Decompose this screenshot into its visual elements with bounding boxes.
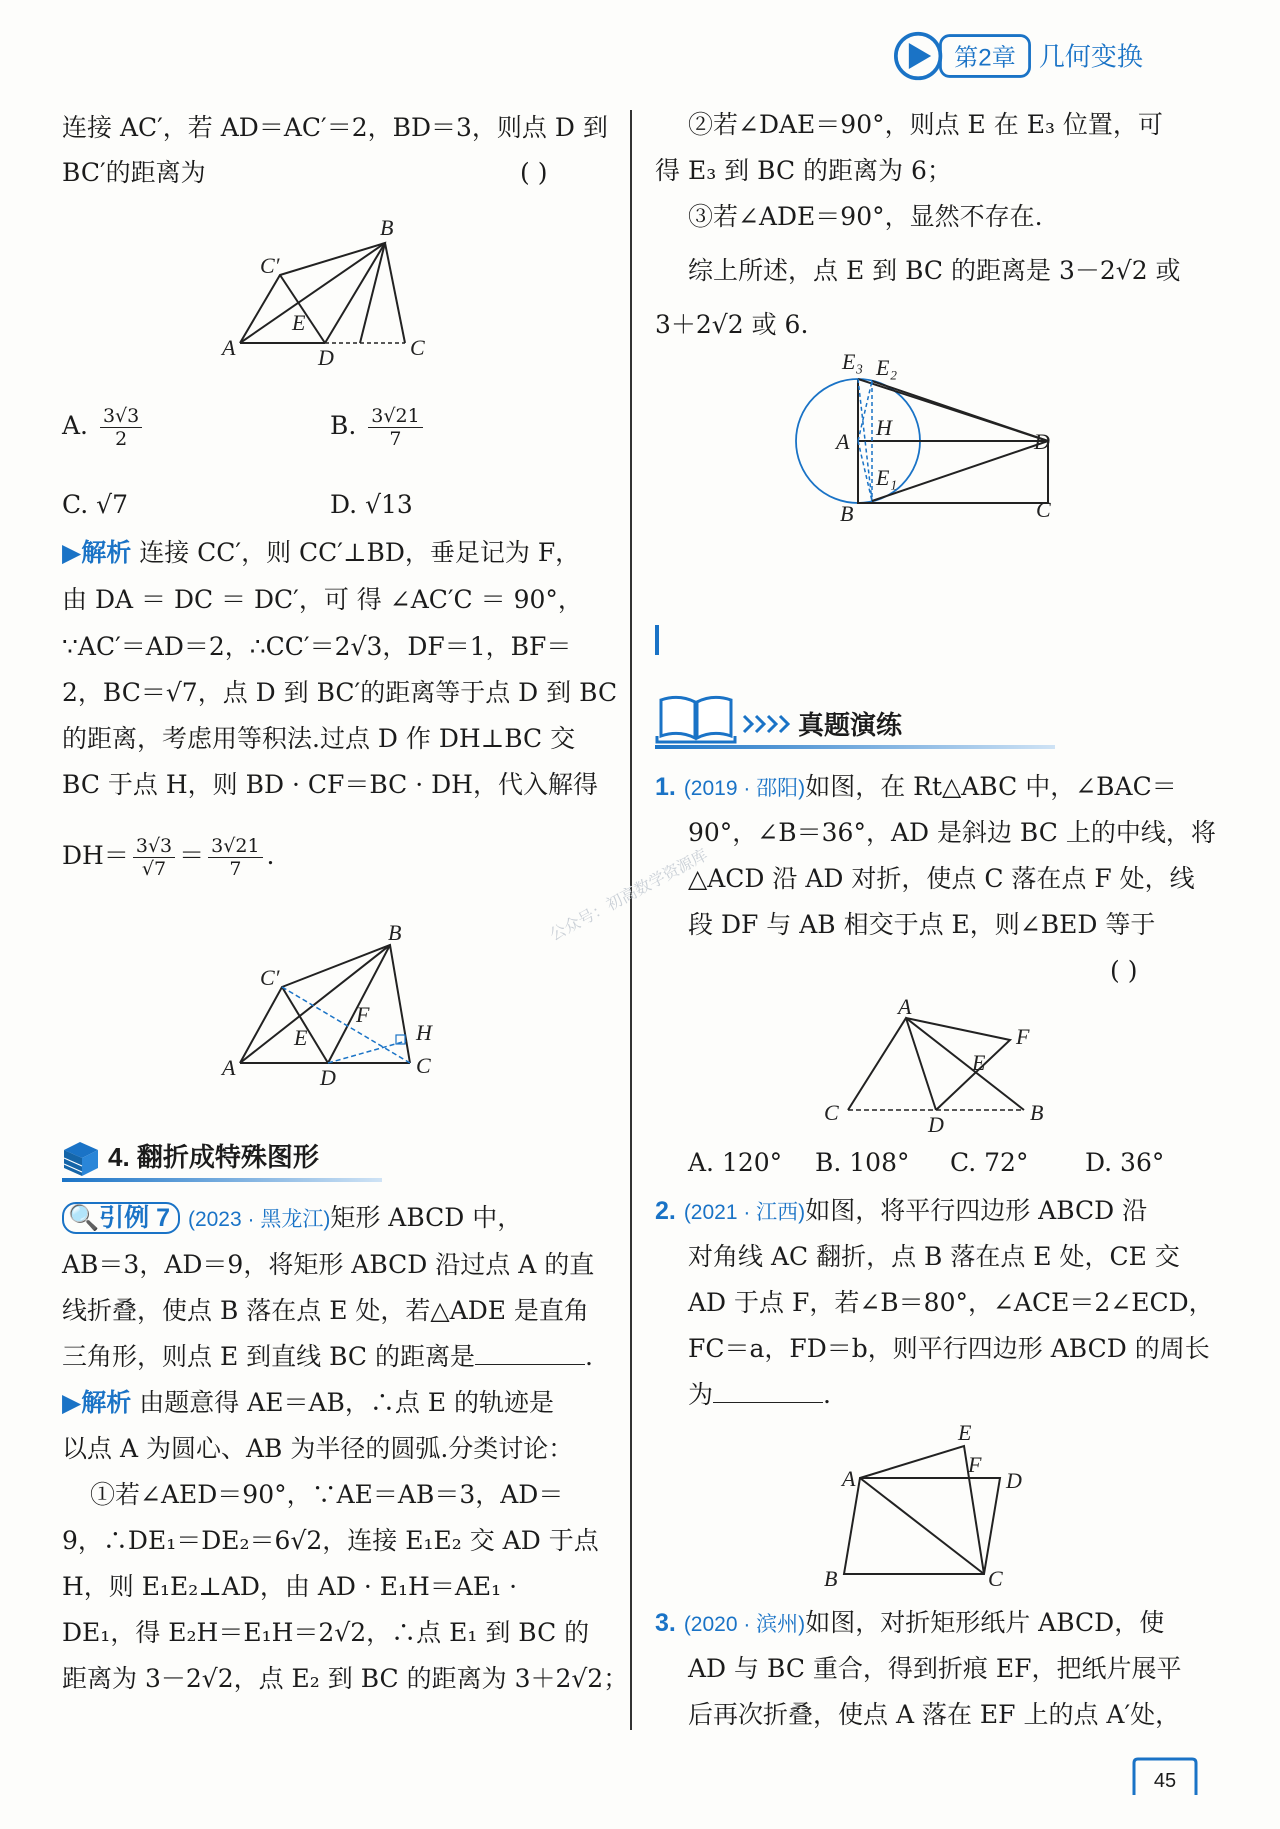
section-underline	[655, 745, 1055, 749]
svg-text:H: H	[416, 1020, 432, 1045]
book-icon	[655, 692, 737, 744]
analysis-line: 9，∴DE₁＝DE₂＝6√2，连接 E₁E₂ 交 AD 于点	[62, 1526, 599, 1555]
section-heading: 4. 翻折成特殊图形	[108, 1142, 319, 1172]
option-d[interactable]: D. √13	[330, 490, 413, 519]
section-heading: 真题演练	[798, 710, 903, 740]
option-c[interactable]: C. 72°	[950, 1148, 1029, 1177]
answer-blank	[713, 1380, 823, 1403]
svg-text:D: D	[318, 345, 334, 370]
analysis-line: BC 于点 H，则 BD · CF＝BC · DH，代入解得	[62, 770, 598, 799]
question-line: 段 DF 与 AB 相交于点 E，则∠BED 等于	[688, 910, 1156, 939]
svg-text:C: C	[1036, 497, 1051, 522]
svg-text:C′: C′	[260, 253, 280, 278]
analysis-line: H，则 E₁E₂⊥AD，由 AD · E₁H＝AE₁ ·	[62, 1572, 518, 1601]
option-b[interactable]: B. 108°	[815, 1148, 910, 1177]
svg-text:A: A	[836, 429, 850, 454]
answer-paren: ( )	[520, 158, 548, 187]
svg-text:E₁: E₁	[876, 465, 898, 490]
analysis-line: ③若∠ADE＝90°，显然不存在.	[688, 202, 1043, 231]
svg-text:D: D	[1006, 1468, 1022, 1493]
chapter-badge	[880, 30, 1220, 82]
svg-text:C: C	[988, 1566, 1003, 1591]
svg-text:C′: C′	[260, 965, 280, 990]
play-icon: ▶	[62, 539, 82, 567]
answer-blank	[475, 1342, 585, 1365]
figure-4	[820, 998, 1060, 1138]
question-line: AD 于点 F，若∠B＝80°，∠ACE＝2∠ECD，	[688, 1288, 1214, 1317]
figure-1	[220, 215, 450, 370]
svg-text:B: B	[840, 501, 854, 525]
example-line: AB＝3，AD＝9，将矩形 ABCD 沿过点 A 的直	[62, 1250, 595, 1279]
svg-text:E: E	[972, 1050, 986, 1075]
question-1: 1. (2019 · 邵阳)如图，在 Rt△ABC 中，∠BAC＝	[655, 772, 1177, 801]
analysis-line: ∵AC′＝AD＝2，∴CC′＝2√3，DF＝1，BF＝	[62, 632, 572, 661]
svg-text:D: D	[320, 1065, 336, 1090]
accent-bar	[655, 625, 659, 655]
chapter-number: 第2章	[954, 44, 1016, 72]
analysis-tag: ▶解析	[62, 539, 132, 567]
question-line: AD 与 BC 重合，得到折痕 EF，把纸片展平	[688, 1654, 1182, 1683]
question-line: 90°，∠B＝36°，AD 是斜边 BC 上的中线，将	[688, 818, 1216, 847]
analysis-line: ②若∠DAE＝90°，则点 E 在 E₃ 位置，可	[688, 110, 1163, 139]
analysis-line: 2，BC＝√7，点 D 到 BC′的距离等于点 D 到 BC	[62, 678, 618, 707]
option-c[interactable]: C. √7	[62, 490, 128, 519]
svg-text:C: C	[410, 335, 425, 360]
example-line: 线折叠，使点 B 落在点 E 处，若△ADE 是直角	[62, 1296, 589, 1325]
option-d[interactable]: D. 36°	[1085, 1148, 1165, 1177]
question-line: FC＝a，FD＝b，则平行四边形 ABCD 的周长	[688, 1334, 1210, 1363]
svg-text:C: C	[824, 1100, 839, 1125]
svg-text:C: C	[416, 1053, 431, 1078]
figure-5	[820, 1422, 1050, 1592]
svg-text:F: F	[968, 1452, 982, 1477]
svg-text:E₃: E₃	[842, 349, 864, 374]
section-underline	[62, 1178, 382, 1182]
play-icon: ▶	[62, 1389, 82, 1417]
question-3: 3. (2020 · 滨州)如图，对折矩形纸片 ABCD，使	[655, 1608, 1165, 1637]
page-number: 45	[1153, 1770, 1177, 1792]
analysis-line: DE₁，得 E₂H＝E₁H＝2√2，∴点 E₁ 到 BC 的	[62, 1618, 590, 1647]
figure-3	[780, 345, 1060, 525]
analysis-line: 距离为 3－2√2，点 E₂ 到 BC 的距离为 3＋2√2；	[62, 1664, 629, 1693]
analysis-line: ▶解析 连接 CC′，则 CC′⊥BD，垂足记为 F，	[62, 538, 581, 567]
option-a[interactable]: A. 120°	[688, 1148, 783, 1177]
svg-text:A: A	[898, 998, 912, 1019]
question-line: 后再次折叠，使点 A 落在 EF 上的点 A′处，	[688, 1700, 1181, 1729]
svg-text:D: D	[1034, 429, 1050, 454]
example-line: 🔍引例 7 (2023 · 黑龙江)矩形 ABCD 中，	[62, 1203, 522, 1235]
svg-text:E: E	[292, 310, 306, 335]
svg-text:D: D	[928, 1112, 944, 1137]
answer-paren: ( )	[1110, 956, 1138, 985]
analysis-line: 得 E₃ 到 BC 的距离为 6；	[655, 156, 952, 185]
option-b[interactable]: B. $\frac{3√21}{7}$	[330, 405, 427, 450]
watermark: 公众号：初高数学资源库	[547, 846, 711, 945]
cube-icon	[60, 1138, 102, 1178]
svg-text:B: B	[1030, 1100, 1044, 1125]
svg-text:F: F	[1016, 1024, 1030, 1049]
chapter-title: 几何变换	[1038, 41, 1143, 72]
example-line: 三角形，则点 E 到直线 BC 的距离是 .	[62, 1342, 593, 1371]
svg-text:B: B	[380, 215, 394, 240]
svg-text:A: A	[222, 1055, 236, 1080]
svg-text:E: E	[294, 1025, 308, 1050]
analysis-line: ①若∠AED＝90°，∵AE＝AB＝3，AD＝	[90, 1480, 564, 1509]
option-a[interactable]: A. $\frac{3√3}{2}$	[62, 405, 146, 450]
analysis-line: ▶解析 由题意得 AE＝AB，∴点 E 的轨迹是	[62, 1388, 555, 1417]
magnifier-icon: 🔍	[68, 1204, 100, 1232]
svg-text:A: A	[842, 1466, 856, 1491]
analysis-tag: ▶解析	[62, 1389, 132, 1417]
figure-2	[220, 925, 460, 1090]
analysis-line: 3＋2√2 或 6.	[655, 310, 809, 339]
play-icon	[909, 43, 931, 69]
example-tag: 🔍引例 7	[62, 1202, 180, 1234]
svg-text:H: H	[876, 415, 892, 440]
arrows-icon	[742, 714, 792, 734]
question-line: BC′的距离为	[62, 158, 206, 187]
dh-equation: DH＝ $\frac{3√3}{√7}$ ＝ $\frac{3√21}{7}$ .	[62, 835, 275, 880]
question-line: 连接 AC′，若 AD＝AC′＝2，BD＝3，则点 D 到	[62, 113, 608, 142]
question-line: △ACD 沿 AD 对折，使点 C 落在点 F 处，线	[688, 864, 1195, 893]
analysis-line: 以点 A 为圆心、AB 为半径的圆弧.分类讨论：	[62, 1434, 574, 1463]
question-line: 对角线 AC 翻折，点 B 落在点 E 处，CE 交	[688, 1242, 1180, 1271]
svg-text:E: E	[958, 1422, 972, 1445]
analysis-line: 的距离，考虑用等积法.过点 D 作 DH⊥BC 交	[62, 724, 576, 753]
svg-text:B: B	[388, 925, 402, 945]
page-number-box	[1130, 1755, 1200, 1799]
analysis-line: 综上所述，点 E 到 BC 的距离是 3－2√2 或	[688, 256, 1181, 285]
svg-text:F: F	[356, 1002, 370, 1027]
analysis-line: 由 DA ＝ DC ＝ DC′，可 得 ∠AC′C ＝ 90°，	[62, 585, 583, 614]
svg-text:E₂: E₂	[876, 355, 898, 380]
column-divider	[630, 110, 632, 1730]
question-2: 2. (2021 · 江西)如图，将平行四边形 ABCD 沿	[655, 1196, 1148, 1225]
svg-text:B: B	[824, 1566, 838, 1591]
svg-text:A: A	[222, 335, 236, 360]
question-line: 为 .	[688, 1380, 831, 1409]
